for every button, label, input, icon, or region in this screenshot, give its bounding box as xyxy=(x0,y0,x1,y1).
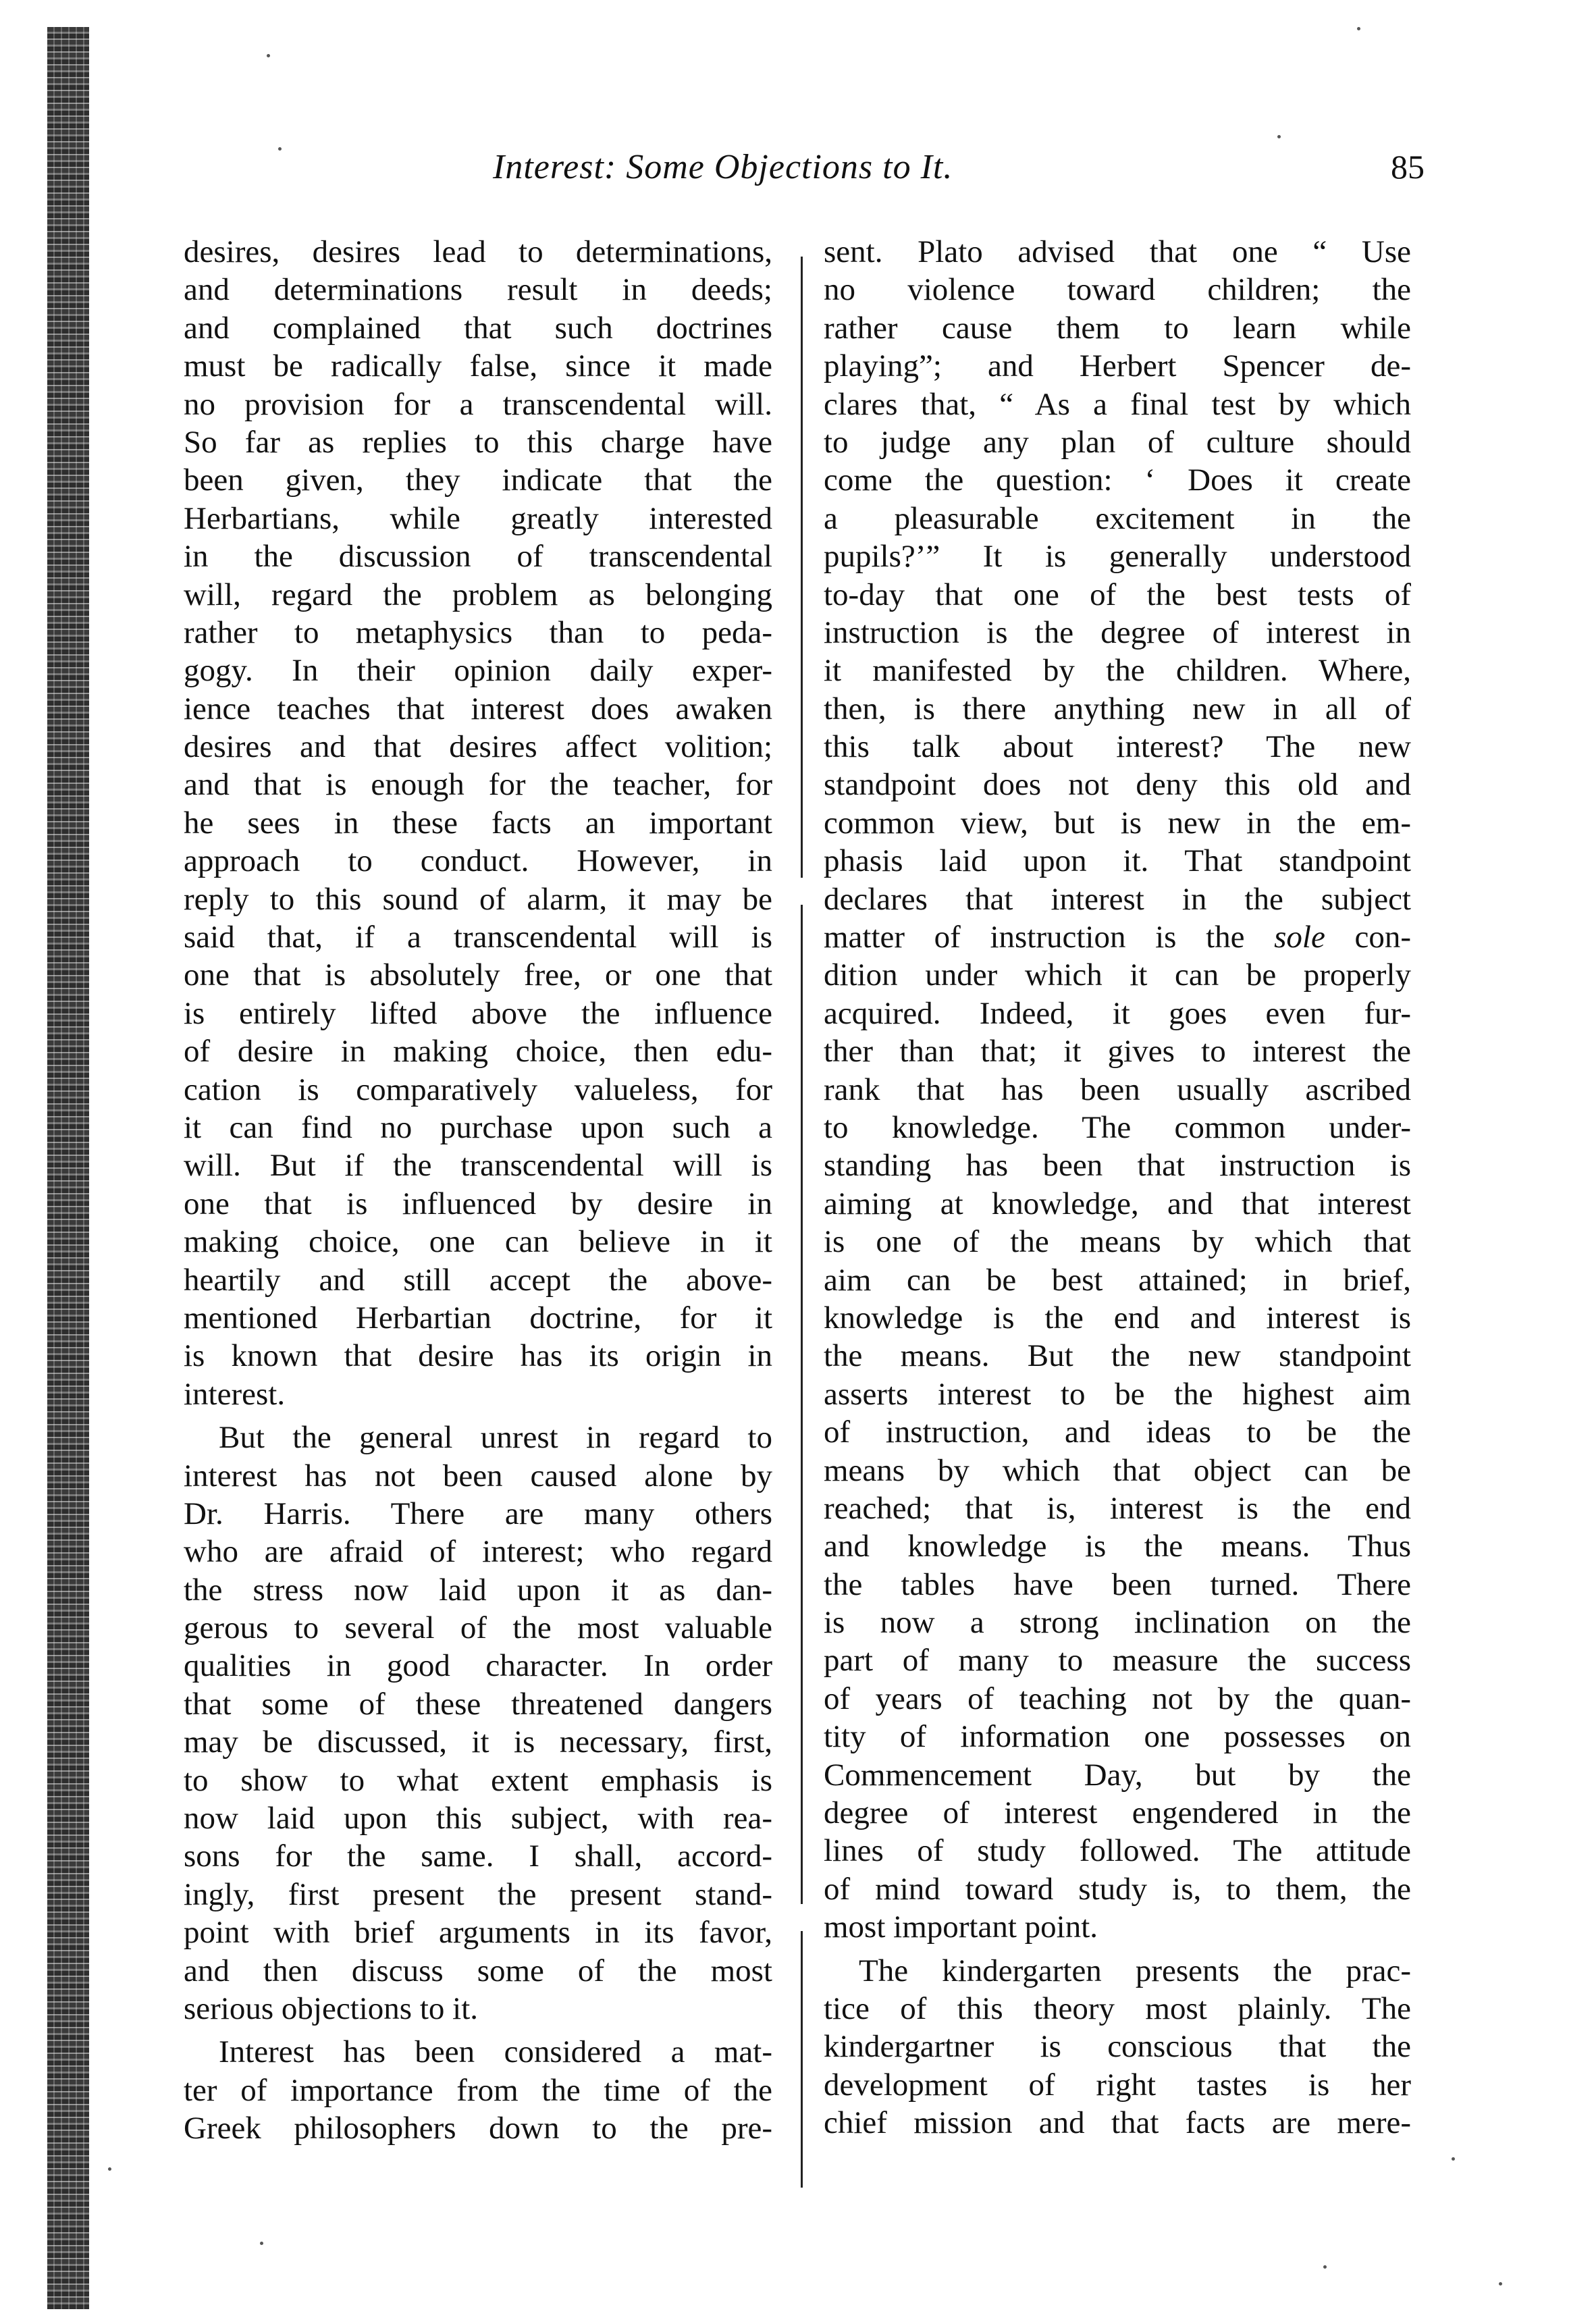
text-line: is entirely lifted above the influence xyxy=(184,995,772,1031)
paper-speck xyxy=(267,54,270,57)
text-line: But the general unrest in regard to xyxy=(219,1420,772,1456)
text-line: rather cause them to learn while xyxy=(824,310,1411,346)
text-line: sons for the same. I shall, accord- xyxy=(184,1839,772,1874)
text-line: and that is enough for the teacher, for xyxy=(184,767,772,803)
text-line: knowledge is the end and interest is xyxy=(824,1300,1411,1336)
text-line: is now a strong inclination on the xyxy=(824,1605,1411,1641)
text-line: ience teaches that interest does awaken xyxy=(184,691,772,727)
text-line: point with brief arguments in its favor, xyxy=(184,1915,772,1951)
paper-speck xyxy=(1452,2157,1455,2161)
text-line: sent. Plato advised that one “ Use xyxy=(824,234,1411,269)
text-line: of instruction, and ideas to be the xyxy=(824,1415,1411,1450)
text-line: rank that has been usually ascribed xyxy=(824,1072,1411,1107)
text-line: one that is influenced by desire in xyxy=(184,1186,772,1221)
text-line: declares that interest in the subject xyxy=(824,881,1411,917)
text-line: desires and that desires affect volition; xyxy=(184,729,772,765)
emphasis: sole xyxy=(1274,920,1325,955)
text-line: that some of these threatened dangers xyxy=(184,1686,772,1722)
text-line: reply to this sound of alarm, it may be xyxy=(184,881,772,917)
text-line: reached; that is, interest is the end xyxy=(824,1490,1411,1526)
text-line: pupils?’” It is generally understood xyxy=(824,539,1411,575)
text-line: interest. xyxy=(184,1376,286,1412)
text-line: asserts interest to be the highest aim xyxy=(824,1376,1411,1412)
text-line: and then discuss some of the most xyxy=(184,1953,772,1988)
text-line: it manifested by the children. Where, xyxy=(824,653,1411,689)
text-line: matter of instruction is the sole con- xyxy=(824,920,1411,955)
text-line: desires, desires lead to determinations, xyxy=(184,234,772,269)
text-line: The kindergarten presents the prac- xyxy=(859,1953,1411,1988)
text-line: one that is absolutely free, or one that xyxy=(184,957,772,993)
text-line: interest has not been caused alone by xyxy=(184,1458,772,1494)
text-line: it can find no purchase upon such a xyxy=(184,1109,772,1145)
text-line: cation is comparatively valueless, for xyxy=(184,1072,772,1107)
text-line: is one of the means by which that xyxy=(824,1224,1411,1260)
paper-speck xyxy=(1323,2265,1327,2269)
text-line: gogy. In their opinion daily exper- xyxy=(184,653,772,689)
text-line: Interest has been considered a mat- xyxy=(219,2034,772,2070)
text-line: chief mission and that facts are mere- xyxy=(824,2105,1411,2141)
text-line: he sees in these facts an important xyxy=(184,805,772,841)
text-line: to show to what extent emphasis is xyxy=(184,1762,772,1798)
text-line: ter of importance from the time of the xyxy=(184,2072,772,2108)
running-head: Interest: Some Objections to It. xyxy=(493,148,953,186)
paper-speck xyxy=(260,2242,263,2245)
text-line: is known that desire has its origin in xyxy=(184,1338,772,1374)
text-line: a pleasurable excitement in the xyxy=(824,500,1411,536)
text-line: tity of information one possesses on xyxy=(824,1719,1411,1755)
text-line: most important point. xyxy=(824,1909,1098,1945)
text-line: So far as replies to this charge have xyxy=(184,424,772,460)
text-line: instruction is the degree of interest in xyxy=(824,614,1411,650)
text-line: of desire in making choice, then edu- xyxy=(184,1034,772,1069)
text-line: approach to conduct. However, in xyxy=(184,843,772,879)
text-line: tice of this theory most plainly. The xyxy=(824,1990,1411,2026)
left-column xyxy=(184,233,772,2148)
text-line: and determinations result in deeds; xyxy=(184,272,772,308)
text-line: heartily and still accept the above- xyxy=(184,1262,772,1298)
text-line: qualities in good character. In order xyxy=(184,1648,772,1684)
text-line: standpoint does not deny this old and xyxy=(824,767,1411,803)
text-line: to-day that one of the best tests of xyxy=(824,577,1411,612)
column-divider xyxy=(801,905,803,1904)
text-line: common view, but is new in the em- xyxy=(824,805,1411,841)
text-line: may be discussed, it is necessary, first, xyxy=(184,1724,772,1760)
right-column xyxy=(824,233,1411,2142)
text-line: development of right tastes is her xyxy=(824,2067,1411,2103)
text-line: been given, they indicate that the xyxy=(184,463,772,498)
text-line: kindergartner is conscious that the xyxy=(824,2029,1411,2065)
text-line: Herbartians, while greatly interested xyxy=(184,500,772,536)
page-binding-edge xyxy=(47,27,89,2309)
page-header xyxy=(182,147,1425,194)
paper-speck xyxy=(1357,27,1360,30)
text-line: making choice, one can believe in it xyxy=(184,1224,772,1260)
text-line: said that, if a transcendental will is xyxy=(184,920,772,955)
paper-speck xyxy=(108,2167,111,2171)
text-line: the tables have been turned. There xyxy=(824,1566,1411,1602)
text-line: no provision for a transcendental will. xyxy=(184,386,772,422)
text-line: standing has been that instruction is xyxy=(824,1148,1411,1184)
text-line: the means. But the new standpoint xyxy=(824,1338,1411,1374)
text-line: who are afraid of interest; who regard xyxy=(184,1534,772,1570)
text-line: this talk about interest? The new xyxy=(824,729,1411,765)
column-divider xyxy=(801,257,803,878)
text-line: playing”; and Herbert Spencer de- xyxy=(824,348,1411,384)
paper-speck xyxy=(1499,2282,1502,2286)
text-line: in the discussion of transcendental xyxy=(184,539,772,575)
text-line: to knowledge. The common under- xyxy=(824,1109,1411,1145)
text-line: ingly, first present the present stand- xyxy=(184,1876,772,1912)
text-line: of years of teaching not by the quan- xyxy=(824,1681,1411,1716)
text-line: will. But if the transcendental will is xyxy=(184,1148,772,1184)
text-line: mentioned Herbartian doctrine, for it xyxy=(184,1300,772,1336)
text-line: serious objections to it. xyxy=(184,1990,479,2026)
text-line: Commencement Day, but by the xyxy=(824,1757,1411,1793)
text-line: phasis laid upon it. That standpoint xyxy=(824,843,1411,879)
text-line: rather to metaphysics than to peda- xyxy=(184,614,772,650)
text-line: come the question: ‘ Does it create xyxy=(824,463,1411,498)
text-line: gerous to several of the most valuable xyxy=(184,1610,772,1646)
text-line: now laid upon this subject, with rea- xyxy=(184,1801,772,1837)
text-line: to judge any plan of culture should xyxy=(824,424,1411,460)
text-line: means by which that object can be xyxy=(824,1452,1411,1488)
text-line: must be radically false, since it made xyxy=(184,348,772,384)
text-line: the stress now laid upon it as dan- xyxy=(184,1572,772,1608)
text-line: of mind toward study is, to them, the xyxy=(824,1871,1411,1907)
text-line: Greek philosophers down to the pre- xyxy=(184,2111,772,2146)
text-line: and knowledge is the means. Thus xyxy=(824,1529,1411,1564)
text-line: no violence toward children; the xyxy=(824,272,1411,308)
text-line: ther than that; it gives to interest the xyxy=(824,1034,1411,1069)
text-line: then, is there anything new in all of xyxy=(824,691,1411,727)
text-line: degree of interest engendered in the xyxy=(824,1795,1411,1831)
text-line: lines of study followed. The attitude xyxy=(824,1833,1411,1869)
text-line: clares that, “ As a final test by which xyxy=(824,386,1411,422)
text-line: aiming at knowledge, and that interest xyxy=(824,1186,1411,1221)
text-line: Dr. Harris. There are many others xyxy=(184,1496,772,1531)
text-line: aim can be best attained; in brief, xyxy=(824,1262,1411,1298)
text-line: and complained that such doctrines xyxy=(184,310,772,346)
text-line: part of many to measure the success xyxy=(824,1643,1411,1679)
page-number: 85 xyxy=(1391,148,1425,186)
text-line: dition under which it can be properly xyxy=(824,957,1411,993)
column-divider xyxy=(801,1931,803,2188)
paper-speck xyxy=(278,147,282,151)
text-line: acquired. Indeed, it goes even fur- xyxy=(824,995,1411,1031)
text-line: will, regard the problem as belonging xyxy=(184,577,772,612)
paper-speck xyxy=(1277,135,1281,138)
